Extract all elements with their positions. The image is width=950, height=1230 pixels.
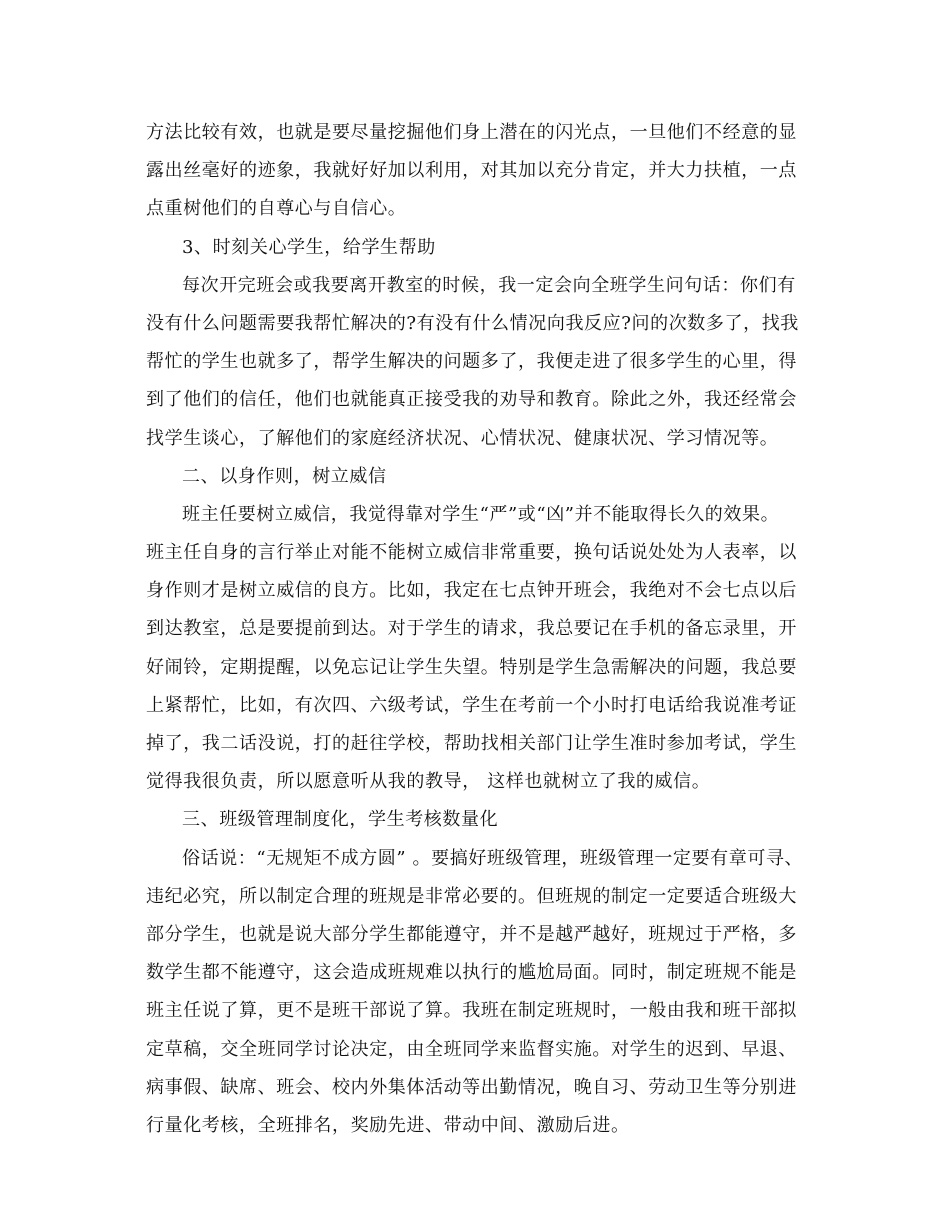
text-line: 班主任自身的言行举止对能不能树立威信非常重要，换句话说处处为人表率，以: [146, 542, 797, 564]
text-line: 行量化考核，全班排名，奖励先进、带动中间、激励后进。: [146, 1114, 630, 1136]
paragraph-first-line: 班主任要树立威信，我觉得靠对学生“严”或“凶”并不能取得长久的效果。: [182, 503, 780, 525]
text-line: 班主任说了算，更不是班干部说了算。我班在制定班规时，一般由我和班干部拟: [146, 1000, 797, 1022]
text-line: 数学生都不能遵守，这会造成班规难以执行的尴尬局面。同时，制定班规不能是: [146, 962, 797, 984]
text-line: 违纪必究，所以制定合理的班规是非常必要的。但班规的制定一定要适合班级大: [146, 885, 797, 907]
section-heading: 三、班级管理制度化，学生考核数量化: [182, 809, 499, 831]
text-line: 找学生谈心，了解他们的家庭经济状况、心情状况、健康状况、学习情况等。: [146, 427, 779, 449]
text-line: 部分学生，也就是说大部分学生都能遵守，并不是越严越好，班规过于严格，多: [146, 923, 797, 945]
document-body: [146, 114, 836, 1145]
text-line: 到达教室，总是要提前到达。对于学生的请求，我总要记在手机的备忘录里，开: [146, 618, 797, 640]
text-line: 觉得我很负责，所以愿意听从我的教导， 这样也就树立了我的威信。: [146, 771, 711, 793]
text-line: 好闹铃，定期提醒，以免忘记让学生失望。特别是学生急需解决的问题，我总要: [146, 656, 797, 678]
text-line: 病事假、缺席、班会、校内外集体活动等出勤情况，晚自习、劳动卫生等分别进: [146, 1076, 797, 1098]
paragraph-first-line: 俗话说：“无规矩不成方圆” 。要搞好班级管理，班级管理一定要有章可寻、: [182, 847, 804, 869]
text-line: 上紧帮忙，比如，有次四、六级考试，学生在考前一个小时打电话给我说准考证: [146, 694, 797, 716]
paragraph-first-line: 每次开完班会或我要离开教室的时候，我一定会向全班学生问句话：你们有: [182, 274, 796, 296]
text-line: 露出丝毫好的迹象，我就好好加以利用，对其加以充分肯定，并大力扶植，一点: [146, 160, 797, 182]
text-line: 到了他们的信任，他们也就能真正接受我的劝导和教育。除此之外，我还经常会: [146, 389, 797, 411]
text-line: 点重树他们的自尊心与自信心。: [146, 198, 407, 220]
text-line: 方法比较有效，也就是要尽量挖掘他们身上潜在的闪光点，一旦他们不经意的显: [146, 122, 797, 143]
text-line: 定草稿，交全班同学讨论决定，由全班同学来监督实施。对学生的迟到、早退、: [146, 1038, 797, 1060]
section-heading: 3、时刻关心学生，给学生帮助: [182, 236, 436, 258]
text-line: 掉了，我二话没说，打的赶往学校，帮助找相关部门让学生准时参加考试，学生: [146, 733, 797, 754]
text-line: 帮忙的学生也就多了，帮学生解决的问题多了，我便走进了很多学生的心里，得: [146, 351, 797, 373]
text-line: 身作则才是树立威信的良方。比如，我定在七点钟开班会，我绝对不会七点以后: [146, 580, 797, 602]
text-line: 没有什么问题需要我帮忙解决的?有没有什么情况向我反应?问的次数多了，找我: [146, 312, 799, 334]
section-heading: 二、以身作则，树立威信: [182, 465, 387, 487]
